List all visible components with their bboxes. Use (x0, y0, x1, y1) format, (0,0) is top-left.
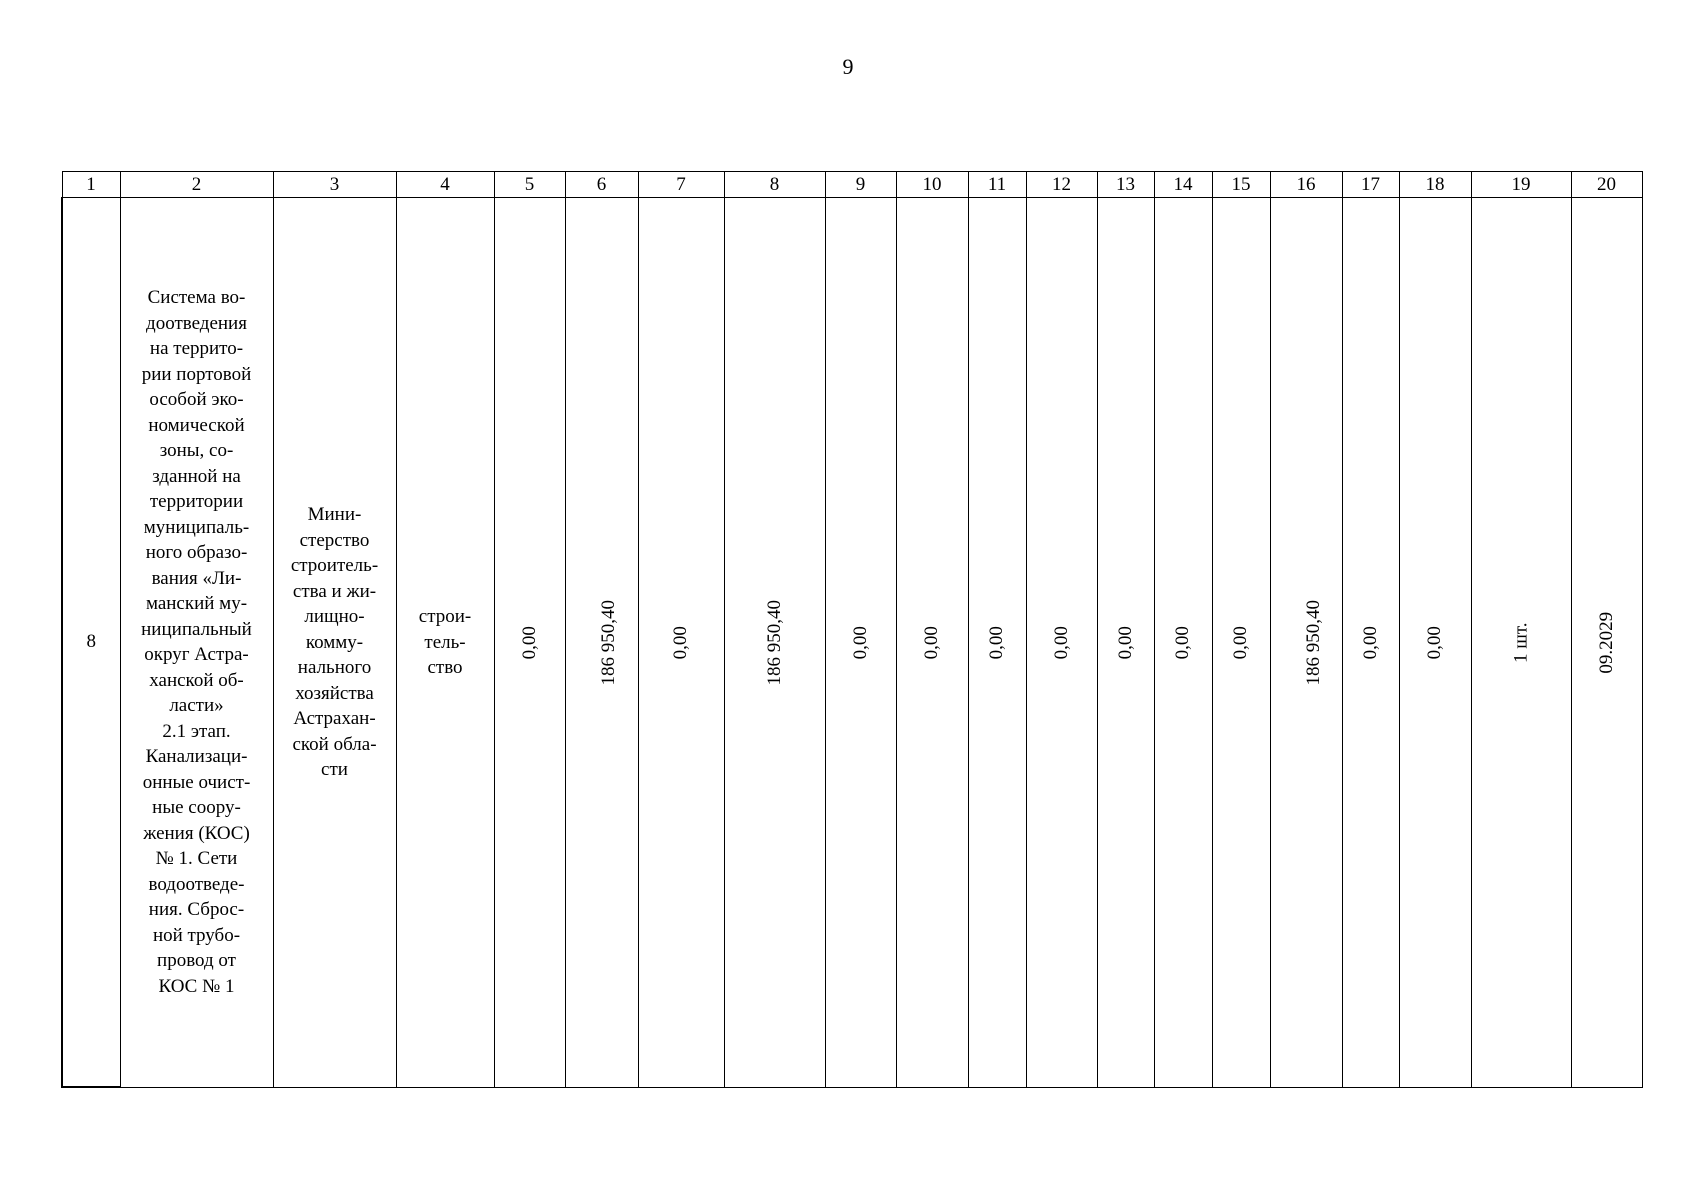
header-cell: 20 (1571, 172, 1642, 198)
header-cell: 3 (273, 172, 396, 198)
header-cell: 19 (1471, 172, 1571, 198)
value-col-6: 186 950,40 (597, 599, 619, 685)
value-cell (1154, 198, 1212, 1088)
header-cell: 18 (1399, 172, 1471, 198)
value-cell (1342, 198, 1399, 1088)
header-cell: 11 (968, 172, 1026, 198)
value-cell (968, 198, 1026, 1088)
value-cell (825, 198, 896, 1088)
header-cell: 17 (1342, 172, 1399, 198)
value-col-7: 0,00 (670, 625, 692, 659)
header-cell: 4 (396, 172, 494, 198)
page-number: 9 (842, 54, 854, 79)
value-cell (1270, 198, 1342, 1088)
value-col-18: 0,00 (1424, 625, 1446, 659)
value-cell (1097, 198, 1154, 1088)
value-col-10: 0,00 (921, 625, 943, 659)
value-col-15: 0,00 (1230, 625, 1252, 659)
value-cell (1212, 198, 1270, 1088)
value-col-16: 186 950,40 (1302, 599, 1324, 685)
header-cell: 9 (825, 172, 896, 198)
header-cell: 10 (896, 172, 968, 198)
value-col-5: 0,00 (518, 625, 540, 659)
table-row (62, 198, 1642, 1088)
value-col-11: 0,00 (986, 625, 1008, 659)
object-name: Система во- доотведения на террито- рии портовой особой эко- номической зоны, со- зданной на территории муниципаль- ного образо- вания «Ли- манский му- ниципальный округ Астра- ханской об- ласти» 2.1 этап. Канализаци- онные очист- ные соору- жения (КОС) № 1. Сети водоотведе- ния. Сброс- ной трубо- провод от КОС № 1 (141, 287, 252, 997)
value-cell (494, 198, 565, 1088)
header-cell: 13 (1097, 172, 1154, 198)
value-cell (1571, 198, 1642, 1088)
header-cell: 12 (1026, 172, 1097, 198)
completion-date: 09.2029 (1595, 611, 1617, 674)
work-type-cell (396, 198, 494, 1088)
value-col-12: 0,00 (1050, 625, 1072, 659)
value-cell (565, 198, 638, 1088)
value-col-17: 0,00 (1359, 625, 1381, 659)
header-cell: 2 (120, 172, 273, 198)
header-cell: 7 (638, 172, 724, 198)
value-cell (638, 198, 724, 1088)
header-cell: 15 (1212, 172, 1270, 198)
header-row (62, 172, 1642, 198)
data-table (61, 171, 1643, 1088)
value-cell (1471, 198, 1571, 1088)
value-cell (1399, 198, 1471, 1088)
value-col-13: 0,00 (1114, 625, 1136, 659)
value-cell (724, 198, 825, 1088)
value-col-14: 0,00 (1172, 625, 1194, 659)
row-number-cell (62, 198, 120, 1088)
header-cell: 1 (62, 172, 120, 198)
row-number: 8 (86, 631, 96, 653)
value-cell (896, 198, 968, 1088)
header-cell: 5 (494, 172, 565, 198)
responsible-cell (273, 198, 396, 1088)
header-cell: 14 (1154, 172, 1212, 198)
quantity: 1 шт. (1510, 621, 1532, 663)
header-cell: 6 (565, 172, 638, 198)
value-col-8: 186 950,40 (763, 599, 785, 685)
value-cell (1026, 198, 1097, 1088)
object-name-cell (120, 198, 273, 1088)
header-cell: 8 (724, 172, 825, 198)
header-cell: 16 (1270, 172, 1342, 198)
value-col-9: 0,00 (849, 625, 871, 659)
work-type: строи- тель- ство (418, 606, 472, 678)
responsible-organization: Мини- стерство строитель- ства и жи- лищно- комму- нального хозяйства Астрахан- ской обла- сти (290, 504, 379, 780)
